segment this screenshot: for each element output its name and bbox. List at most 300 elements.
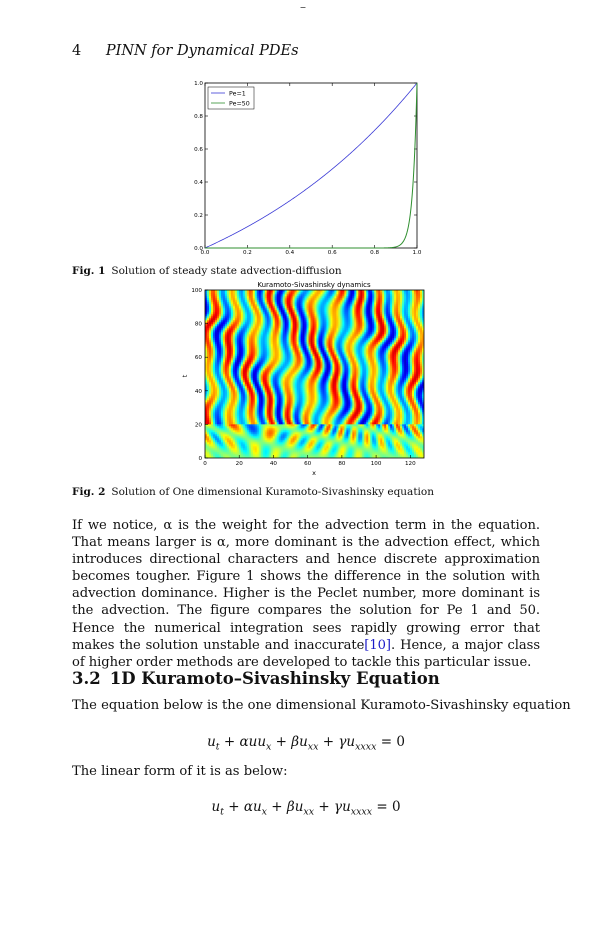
heat-cell <box>358 390 360 392</box>
heat-cell <box>406 396 408 398</box>
heat-cell <box>348 424 350 426</box>
heat-cell <box>396 428 398 430</box>
heat-cell <box>311 436 313 438</box>
heat-cell <box>346 384 348 386</box>
heat-cell <box>217 418 219 420</box>
heat-cell <box>275 426 277 428</box>
heat-cell <box>412 378 414 380</box>
heat-cell <box>303 414 305 416</box>
heat-cell <box>255 440 257 442</box>
heat-cell <box>237 368 239 370</box>
heat-cell <box>233 444 235 446</box>
heat-cell <box>211 400 213 402</box>
heat-cell <box>259 404 261 406</box>
heat-cell <box>225 440 227 442</box>
heat-cell <box>332 452 334 454</box>
heat-cell <box>275 410 277 412</box>
heat-cell <box>225 374 227 376</box>
heat-cell <box>334 414 336 416</box>
heat-cell <box>261 408 263 410</box>
heat-cell <box>348 372 350 374</box>
heat-cell <box>416 402 418 404</box>
heat-cell <box>217 376 219 378</box>
heat-cell <box>299 404 301 406</box>
heat-cell <box>338 422 340 424</box>
heat-cell <box>366 424 368 426</box>
heat-cell <box>378 440 380 442</box>
heat-cell <box>269 422 271 424</box>
heat-cell <box>396 440 398 442</box>
heat-cell <box>215 444 217 446</box>
heat-cell <box>293 386 295 388</box>
heat-cell <box>313 422 315 424</box>
heat-cell <box>348 440 350 442</box>
heat-cell <box>374 432 376 434</box>
heat-cell <box>334 410 336 412</box>
heat-cell <box>400 446 402 448</box>
heat-cell <box>243 408 245 410</box>
heat-cell <box>225 386 227 388</box>
heat-cell <box>275 386 277 388</box>
heat-cell <box>283 442 285 444</box>
heat-cell <box>352 450 354 452</box>
heat-cell <box>338 438 340 440</box>
heat-cell <box>400 382 402 384</box>
heat-cell <box>315 442 317 444</box>
heat-cell <box>392 420 394 422</box>
heat-cell <box>396 408 398 410</box>
heat-cell <box>301 444 303 446</box>
heat-cell <box>279 400 281 402</box>
heat-cell <box>265 452 267 454</box>
heat-cell <box>406 406 408 408</box>
heat-cell <box>249 454 251 456</box>
heat-cell <box>281 396 283 398</box>
heat-cell <box>257 454 259 456</box>
heat-cell <box>344 408 346 410</box>
heat-cell <box>374 392 376 394</box>
heat-cell <box>388 382 390 384</box>
heat-cell <box>394 440 396 442</box>
heat-cell <box>344 424 346 426</box>
heat-cell <box>376 428 378 430</box>
heat-cell <box>360 414 362 416</box>
heat-cell <box>382 392 384 394</box>
heat-cell <box>392 402 394 404</box>
heat-cell <box>322 390 324 392</box>
heat-cell <box>271 414 273 416</box>
heat-cell <box>420 386 422 388</box>
heat-cell <box>239 390 241 392</box>
heat-cell <box>348 428 350 430</box>
heat-cell <box>388 440 390 442</box>
heat-cell <box>336 432 338 434</box>
heat-cell <box>259 440 261 442</box>
heat-cell <box>394 370 396 372</box>
heat-cell <box>398 422 400 424</box>
heat-cell <box>356 414 358 416</box>
heat-cell <box>382 426 384 428</box>
figure-1-caption-text: Solution of steady state advection-diffusion <box>111 265 342 277</box>
heat-cell <box>420 410 422 412</box>
heat-cell <box>295 400 297 402</box>
heat-cell <box>215 418 217 420</box>
heat-cell <box>360 382 362 384</box>
heat-cell <box>378 442 380 444</box>
heat-cell <box>291 376 293 378</box>
heat-cell <box>400 418 402 420</box>
heat-cell <box>219 452 221 454</box>
heat-cell <box>360 386 362 388</box>
heat-cell <box>277 404 279 406</box>
heat-cell <box>217 434 219 436</box>
heat-cell <box>241 446 243 448</box>
heat-cell <box>247 436 249 438</box>
heat-cell <box>394 448 396 450</box>
heat-cell <box>283 386 285 388</box>
heat-cell <box>410 392 412 394</box>
heat-cell <box>253 412 255 414</box>
heat-cell <box>356 418 358 420</box>
heat-cell <box>326 426 328 428</box>
heat-cell <box>420 376 422 378</box>
heat-cell <box>394 442 396 444</box>
heat-cell <box>392 392 394 394</box>
heat-cell <box>416 382 418 384</box>
heat-cell <box>295 382 297 384</box>
heat-cell <box>326 382 328 384</box>
heat-cell <box>322 426 324 428</box>
heat-cell <box>366 404 368 406</box>
heat-cell <box>281 394 283 396</box>
heat-cell <box>235 406 237 408</box>
heat-cell <box>334 380 336 382</box>
heat-cell <box>291 392 293 394</box>
heat-cell <box>354 386 356 388</box>
heat-cell <box>229 434 231 436</box>
heat-cell <box>390 390 392 392</box>
heat-cell <box>301 422 303 424</box>
heat-cell <box>207 428 209 430</box>
heat-cell <box>259 428 261 430</box>
heat-cell <box>386 434 388 436</box>
heat-cell <box>362 378 364 380</box>
heat-cell <box>227 402 229 404</box>
heat-cell <box>207 394 209 396</box>
heat-cell <box>318 444 320 446</box>
heat-cell <box>406 430 408 432</box>
heat-cell <box>348 404 350 406</box>
heat-cell <box>285 374 287 376</box>
heat-cell <box>215 394 217 396</box>
heat-cell <box>354 370 356 372</box>
heat-cell <box>334 432 336 434</box>
heat-cell <box>271 430 273 432</box>
heat-cell <box>217 428 219 430</box>
heat-cell <box>225 426 227 428</box>
heat-cell <box>313 430 315 432</box>
heat-cell <box>281 434 283 436</box>
heat-cell <box>235 408 237 410</box>
heat-cell <box>400 412 402 414</box>
heat-cell <box>324 374 326 376</box>
heat-cell <box>348 416 350 418</box>
heat-cell <box>342 416 344 418</box>
heat-cell <box>360 392 362 394</box>
heat-cell <box>388 426 390 428</box>
heat-cell <box>332 390 334 392</box>
heat-cell <box>356 384 358 386</box>
heat-cell <box>370 390 372 392</box>
heat-cell <box>217 454 219 456</box>
heat-cell <box>374 380 376 382</box>
heat-cell <box>352 438 354 440</box>
heat-cell <box>340 448 342 450</box>
heat-cell <box>394 384 396 386</box>
heat-cell <box>320 452 322 454</box>
heat-cell <box>297 420 299 422</box>
heat-cell <box>209 380 211 382</box>
heat-cell <box>388 394 390 396</box>
heat-cell <box>322 382 324 384</box>
heat-cell <box>287 454 289 456</box>
heat-cell <box>324 418 326 420</box>
heat-cell <box>330 398 332 400</box>
heat-cell <box>305 396 307 398</box>
heat-cell <box>352 448 354 450</box>
heat-cell <box>267 396 269 398</box>
heat-cell <box>259 442 261 444</box>
heat-cell <box>320 436 322 438</box>
heat-cell <box>318 416 320 418</box>
heat-cell <box>209 410 211 412</box>
heat-cell <box>420 390 422 392</box>
heat-cell <box>307 446 309 448</box>
heat-cell <box>348 412 350 414</box>
heat-cell <box>346 444 348 446</box>
heat-cell <box>402 398 404 400</box>
heat-cell <box>269 402 271 404</box>
heat-cell <box>255 406 257 408</box>
heat-cell <box>261 434 263 436</box>
heat-cell <box>328 424 330 426</box>
heat-cell <box>342 438 344 440</box>
heat-cell <box>237 420 239 422</box>
heat-cell <box>287 368 289 370</box>
heat-cell <box>249 384 251 386</box>
heat-cell <box>271 442 273 444</box>
heat-cell <box>265 402 267 404</box>
heat-cell <box>364 406 366 408</box>
heat-cell <box>217 438 219 440</box>
heat-cell <box>320 442 322 444</box>
heat-cell <box>213 408 215 410</box>
heat-cell <box>408 408 410 410</box>
heat-cell <box>287 394 289 396</box>
heat-cell <box>261 384 263 386</box>
heat-cell <box>229 426 231 428</box>
heat-cell <box>231 446 233 448</box>
heat-cell <box>273 408 275 410</box>
heat-cell <box>342 388 344 390</box>
heat-cell <box>215 426 217 428</box>
heat-cell <box>267 370 269 372</box>
heat-cell <box>344 450 346 452</box>
heat-cell <box>376 438 378 440</box>
heat-cell <box>406 380 408 382</box>
heat-cell <box>362 426 364 428</box>
heat-cell <box>358 434 360 436</box>
heat-cell <box>356 376 358 378</box>
heat-cell <box>324 450 326 452</box>
heat-cell <box>287 420 289 422</box>
heat-cell <box>259 434 261 436</box>
heat-cell <box>281 418 283 420</box>
heat-cell <box>404 454 406 456</box>
heat-cell <box>219 430 221 432</box>
heat-cell <box>352 384 354 386</box>
heat-cell <box>225 432 227 434</box>
heat-cell <box>362 420 364 422</box>
heat-cell <box>354 450 356 452</box>
heat-cell <box>279 426 281 428</box>
heat-cell <box>376 430 378 432</box>
heat-cell <box>378 414 380 416</box>
heat-cell <box>322 394 324 396</box>
heat-cell <box>235 430 237 432</box>
heat-cell <box>237 400 239 402</box>
heat-cell <box>215 430 217 432</box>
heat-cell <box>225 442 227 444</box>
heat-cell <box>386 406 388 408</box>
heat-cell <box>265 406 267 408</box>
heat-cell <box>309 386 311 388</box>
heat-cell <box>346 370 348 372</box>
heat-cell <box>348 420 350 422</box>
heat-cell <box>273 390 275 392</box>
heat-cell <box>342 402 344 404</box>
heat-cell <box>239 442 241 444</box>
heat-cell <box>227 420 229 422</box>
heat-cell <box>410 400 412 402</box>
heat-cell <box>322 414 324 416</box>
heat-cell <box>301 412 303 414</box>
heat-cell <box>406 448 408 450</box>
heat-cell <box>247 374 249 376</box>
heat-cell <box>255 388 257 390</box>
heat-cell <box>273 446 275 448</box>
heat-cell <box>259 378 261 380</box>
heat-cell <box>305 452 307 454</box>
heat-cell <box>221 448 223 450</box>
heat-cell <box>243 414 245 416</box>
heat-cell <box>303 380 305 382</box>
heat-cell <box>370 372 372 374</box>
top-mark: – <box>300 0 306 14</box>
heat-cell <box>227 400 229 402</box>
heat-cell <box>229 390 231 392</box>
heat-cell <box>336 450 338 452</box>
heat-cell <box>326 444 328 446</box>
heat-cell <box>289 412 291 414</box>
heat-cell <box>394 408 396 410</box>
heat-cell <box>293 450 295 452</box>
heat-cell <box>207 442 209 444</box>
heat-cell <box>356 382 358 384</box>
heat-cell <box>237 434 239 436</box>
heat-cell <box>352 416 354 418</box>
heat-cell <box>388 396 390 398</box>
heat-cell <box>207 448 209 450</box>
heat-cell <box>245 412 247 414</box>
heat-cell <box>249 402 251 404</box>
heat-cell <box>289 420 291 422</box>
heat-cell <box>392 440 394 442</box>
heat-cell <box>241 368 243 370</box>
heat-cell <box>372 374 374 376</box>
heat-cell <box>408 388 410 390</box>
heat-cell <box>416 398 418 400</box>
heat-cell <box>291 446 293 448</box>
heat-cell <box>328 392 330 394</box>
heat-cell <box>273 376 275 378</box>
heat-cell <box>305 382 307 384</box>
heat-cell <box>346 420 348 422</box>
heat-cell <box>279 410 281 412</box>
heat-cell <box>213 398 215 400</box>
heat-cell <box>316 434 318 436</box>
heat-cell <box>338 448 340 450</box>
heat-cell <box>406 432 408 434</box>
heat-cell <box>261 376 263 378</box>
heat-cell <box>388 376 390 378</box>
heat-cell <box>362 368 364 370</box>
heat-cell <box>320 404 322 406</box>
heat-cell <box>418 384 420 386</box>
heat-cell <box>370 406 372 408</box>
heat-cell <box>336 414 338 416</box>
heat-cell <box>255 404 257 406</box>
heat-cell <box>348 382 350 384</box>
heat-cell <box>311 412 313 414</box>
heat-cell <box>295 440 297 442</box>
heat-cell <box>229 418 231 420</box>
heat-cell <box>225 414 227 416</box>
heat-cell <box>297 384 299 386</box>
heat-cell <box>344 428 346 430</box>
heat-cell <box>241 376 243 378</box>
heat-cell <box>301 402 303 404</box>
heat-cell <box>215 380 217 382</box>
heat-cell <box>414 420 416 422</box>
heat-cell <box>215 382 217 384</box>
heat-cell <box>372 394 374 396</box>
heat-cell <box>243 436 245 438</box>
heat-cell <box>267 420 269 422</box>
page-number: 4 <box>72 43 82 59</box>
heat-cell <box>370 452 372 454</box>
heat-cell <box>283 384 285 386</box>
heat-cell <box>235 452 237 454</box>
heat-cell <box>416 434 418 436</box>
heat-cell <box>360 452 362 454</box>
heat-cell <box>346 436 348 438</box>
heat-cell <box>227 428 229 430</box>
heat-cell <box>412 418 414 420</box>
heat-cell <box>303 374 305 376</box>
heat-cell <box>402 450 404 452</box>
heat-cell <box>275 370 277 372</box>
